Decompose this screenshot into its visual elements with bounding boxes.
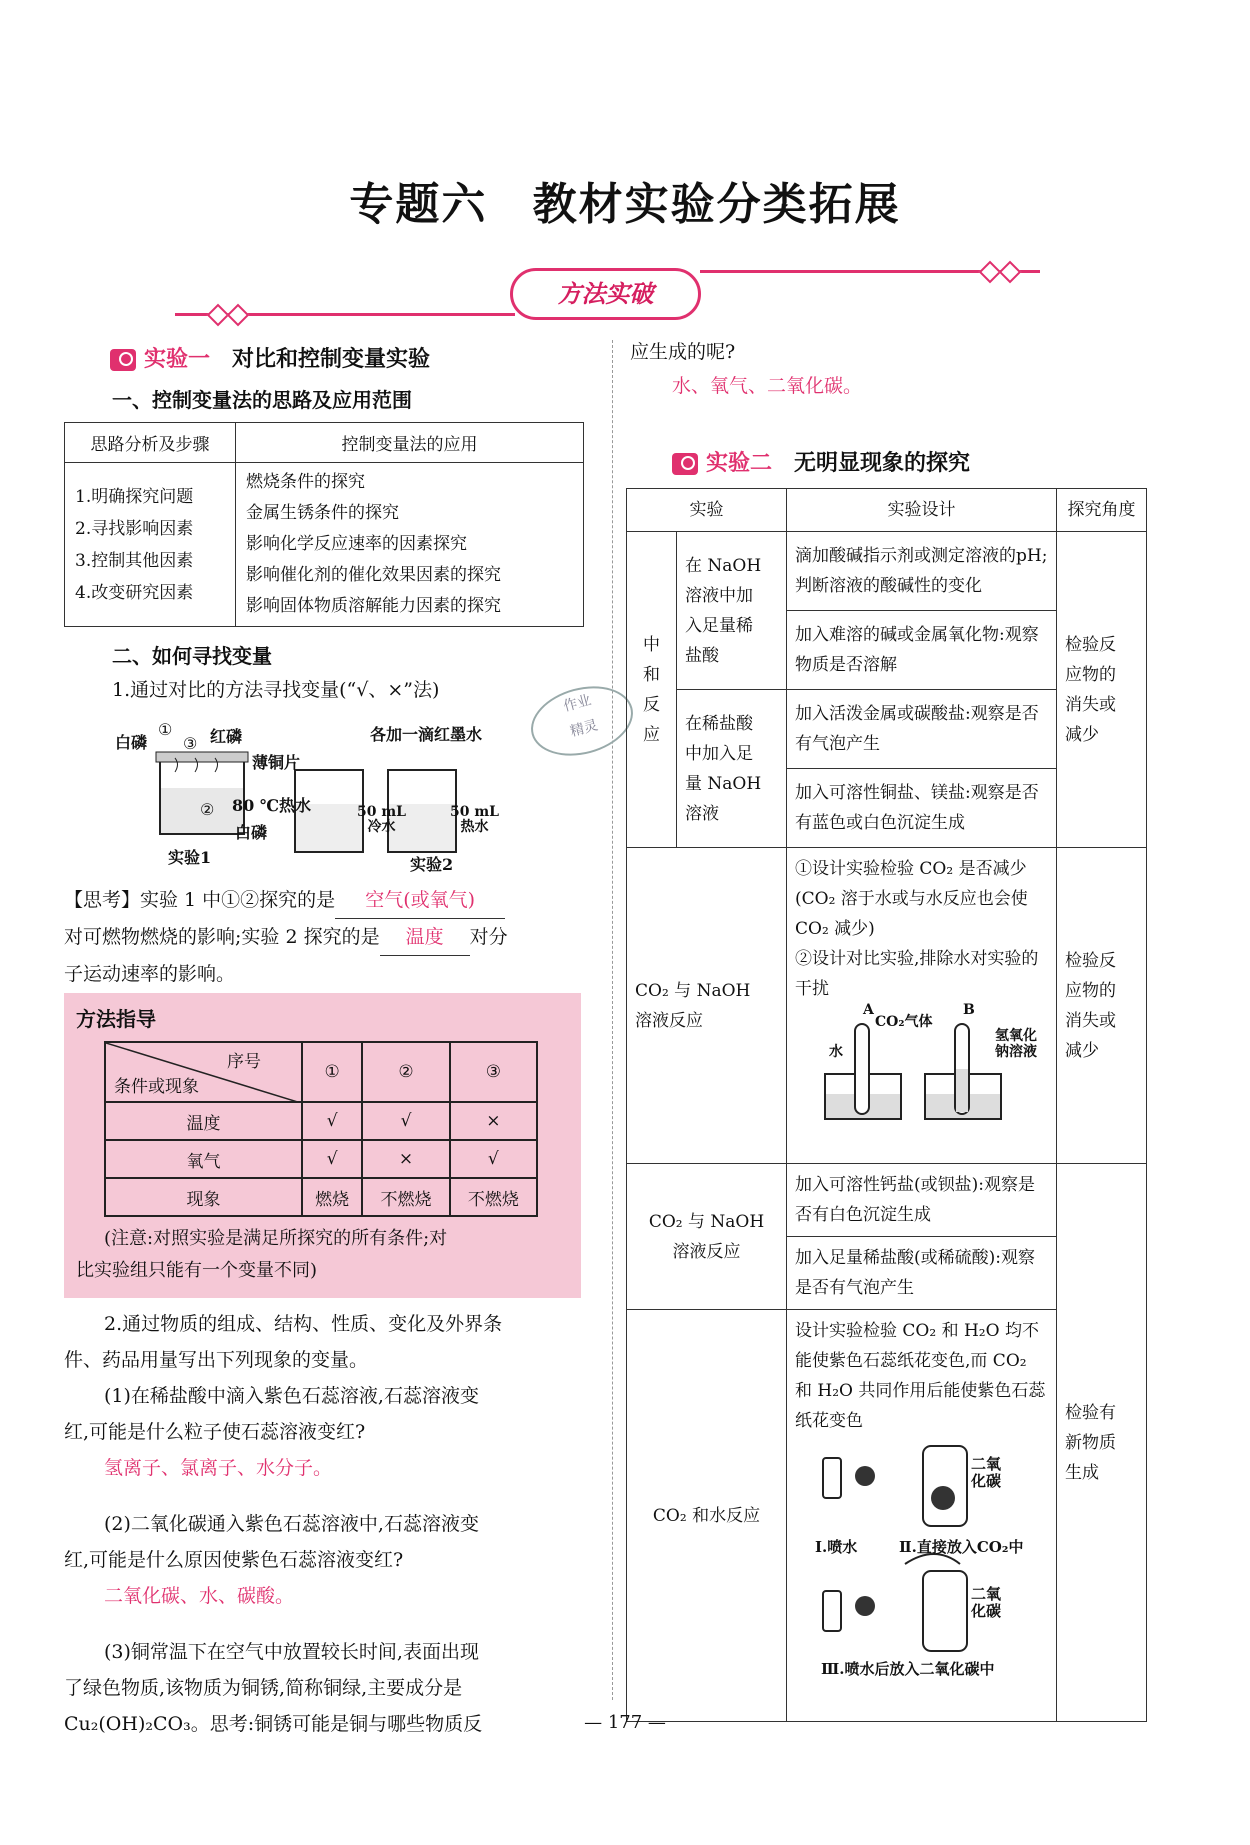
label-a: A <box>863 1002 874 1018</box>
exp1-tag: 实验一 <box>144 346 211 372</box>
label-white-phosphorus: 白磷 <box>115 733 148 752</box>
app-item: 影响催化剂的催化效果因素的探究 <box>246 565 501 585</box>
label-spray: Ⅰ.喷水 <box>815 1538 858 1556</box>
step-item: 1.明确探究问题 <box>75 486 194 507</box>
guide-row-label: 氧气 <box>105 1140 302 1178</box>
answer-2-2: 二氧化碳、水、碳酸。 <box>104 1585 295 1607</box>
stamp-line1: 作业 <box>561 692 593 715</box>
angle-cell: 检验反 应物的 消失或 减少 <box>1057 848 1147 1164</box>
question-1: 1.通过对比的方法寻找变量(“√、×”法) <box>112 679 440 701</box>
think-end1: 对分 <box>469 926 508 948</box>
guide-cell: 不燃烧 <box>450 1178 537 1216</box>
guide-cell: √ <box>302 1102 362 1140</box>
guide-col-header: ② <box>362 1042 449 1102</box>
co2-apparatus <box>815 1014 1015 1124</box>
stamp-watermark <box>523 676 641 767</box>
q2-3-line: 了绿色物质,该物质为铜锈,简称铜绿,主要成分是 <box>64 1677 463 1699</box>
page-number: — 177 — <box>584 1712 666 1733</box>
design-cell: 加入可溶性铜盐、镁盐:观察是否有蓝色或白色沉淀生成 <box>787 769 1057 848</box>
design-text: 设计实验检验 CO₂ 和 H₂O 均不能使紫色石蕊纸花变色,而 CO₂ 和 H₂O 共同作用后能使紫色石蕊纸花变色 <box>795 1321 1046 1431</box>
angle-cell: 检验有 新物质 生成 <box>1057 1164 1147 1722</box>
column-divider <box>612 340 613 1700</box>
section-badge: 方法实破 <box>510 268 701 320</box>
answer-blank-2: 温度 <box>380 919 470 956</box>
naoh-acid-label: 在 NaOH 溶液中加 入足量稀 盐酸 <box>677 532 787 690</box>
magnifier-icon <box>672 453 698 475</box>
step-item: 2.寻找影响因素 <box>75 518 194 539</box>
label-naoh-solution: 氢氧化 钠溶液 <box>995 1028 1037 1060</box>
guide-note <box>76 1223 448 1287</box>
question-2 <box>64 1306 594 1742</box>
exp2-title: 无明显现象的探究 <box>794 450 971 476</box>
method-guide-box <box>64 993 581 1298</box>
guide-cell: × <box>450 1102 537 1140</box>
think-prefix: 【思考】实验 1 中①②探究的是 <box>64 889 336 911</box>
co2-water-label: CO₂ 和水反应 <box>627 1310 787 1722</box>
q2-3-line: (3)铜常温下在空气中放置较长时间,表面出现 <box>104 1641 479 1663</box>
control-variable-table <box>64 422 584 627</box>
guide-cell: √ <box>362 1102 449 1140</box>
label-water: 水 <box>829 1044 843 1060</box>
q2-2-line: 红,可能是什么原因使紫色石蕊溶液变红? <box>64 1549 404 1571</box>
design-text: ①设计实验检验 CO₂ 是否减少(CO₂ 溶于水或与水反应也会使 CO₂ 减少) ②设计对比实验,排除水对实验的干扰 <box>795 859 1039 999</box>
label-exp1: 实验1 <box>168 848 212 867</box>
magnifier-icon <box>110 349 136 371</box>
table-header: 思路分析及步骤 <box>65 423 236 463</box>
guide-cell: × <box>362 1140 449 1178</box>
q2-1-line: 红,可能是什么粒子使石蕊溶液变红? <box>64 1421 366 1443</box>
label-spray-put: Ⅲ.喷水后放入二氧化碳中 <box>821 1660 995 1678</box>
diamond-ornament <box>999 261 1022 284</box>
label-b: B <box>963 1002 975 1018</box>
app-item: 影响化学反应速率的因素探究 <box>246 534 467 554</box>
guide-cell: √ <box>302 1140 362 1178</box>
design-cell: 加入足量稀盐酸(或稀硫酸):观察是否有气泡产生 <box>787 1237 1057 1310</box>
diamond-ornament <box>227 304 250 327</box>
label-copper-sheet: 薄铜片 <box>252 753 301 772</box>
guide-row-label: 现象 <box>105 1178 302 1216</box>
design-cell: 滴加酸碱指示剂或测定溶液的pH;判断溶液的酸碱性的变化 <box>787 532 1057 611</box>
co2-figure <box>795 1004 1048 1124</box>
step-item: 4.改变研究因素 <box>75 582 194 603</box>
label-exp2: 实验2 <box>410 855 454 874</box>
guide-col-header: ③ <box>450 1042 537 1102</box>
step-item: 3.控制其他因素 <box>75 550 194 571</box>
label-hot-water: 80 ℃热水 <box>232 796 312 815</box>
continued-text: 应生成的呢? <box>630 341 736 363</box>
steps-cell <box>65 463 236 627</box>
answer-2-1: 氢离子、氯离子、水分子。 <box>104 1457 333 1479</box>
method-guide-title: 方法指导 <box>76 1007 156 1031</box>
label-hot-water-2: 50 mL 热水 <box>450 804 500 835</box>
label-circle-3: ③ <box>183 734 198 753</box>
angle-cell: 检验反 应物的 消失或 减少 <box>1057 532 1147 848</box>
q2-2-line: (2)二氧化碳通入紫色石蕊溶液中,石蕊溶液变 <box>104 1513 479 1535</box>
stamp-line2: 精灵 <box>568 717 600 741</box>
exp2-table <box>626 488 1147 1722</box>
label-circle-1: ① <box>158 720 173 739</box>
app-item: 燃烧条件的探究 <box>246 472 365 492</box>
exp1-heading <box>110 342 430 373</box>
exp1-title: 对比和控制变量实验 <box>232 346 431 372</box>
think-mid: 对可燃物燃烧的影响;实验 2 探究的是 <box>64 926 380 948</box>
design-cell: 加入活泼金属或碳酸盐:观察是否有气泡产生 <box>787 690 1057 769</box>
hcl-naoh-label: 在稀盐酸 中加入足 量 NaOH 溶液 <box>677 690 787 848</box>
label-cold-water: 50 mL 冷水 <box>357 804 407 835</box>
label-co2-a: 二氧 化碳 <box>971 1455 1002 1490</box>
q2-line: 件、药品用量写出下列现象的变量。 <box>64 1349 369 1371</box>
litmus-figure <box>795 1436 1048 1676</box>
design-cell: 加入难溶的碱或金属氧化物:观察物质是否溶解 <box>787 611 1057 690</box>
design-cell-figure <box>787 848 1057 1164</box>
diag-top-label: 序号 <box>227 1052 261 1072</box>
q2-3-line: Cu₂(OH)₂CO₃。思考:铜锈可能是铜与哪些物质反 <box>64 1713 483 1735</box>
label-co2-b: 二氧 化碳 <box>971 1585 1002 1620</box>
exp2-tag: 实验二 <box>706 450 773 476</box>
guide-note-line: 比实验组只能有一个变量不同) <box>76 1260 318 1281</box>
title-part2: 教材实验分类拓展 <box>532 179 901 230</box>
app-item: 金属生锈条件的探究 <box>246 503 399 523</box>
q2-line: 2.通过物质的组成、结构、性质、变化及外界条 <box>104 1313 503 1335</box>
copper-sheet <box>156 752 248 762</box>
diag-cell <box>105 1042 302 1102</box>
guide-col-header: ① <box>302 1042 362 1102</box>
exp1-subheading-1: 一、控制变量法的思路及应用范围 <box>112 388 412 412</box>
app-item: 影响固体物质溶解能力因素的探究 <box>246 596 501 616</box>
answer-blank-1: 空气(或氧气) <box>335 882 505 919</box>
guide-row-label: 温度 <box>105 1102 302 1140</box>
think-end2: 子运动速率的影响。 <box>64 963 236 985</box>
label-circle-2: ② <box>200 800 215 819</box>
answer-continued: 水、氧气、二氧化碳。 <box>672 375 863 397</box>
think-paragraph <box>64 882 589 992</box>
label-red-phosphorus: 红磷 <box>210 727 243 746</box>
co2-naoh-label: CO₂ 与 NaOH 溶液反应 <box>627 848 787 1164</box>
q2-1-line: (1)在稀盐酸中滴入紫色石蕊溶液,石蕊溶液变 <box>104 1385 479 1407</box>
title-part1: 专题六 <box>349 179 488 230</box>
label-put-co2: Ⅱ.直接放入CO₂中 <box>899 1538 1024 1556</box>
guide-cell: 燃烧 <box>302 1178 362 1216</box>
exp2-header: 实验 <box>627 489 787 532</box>
exp2-header: 探究角度 <box>1057 489 1147 532</box>
design-cell: 加入可溶性钙盐(或钡盐):观察是否有白色沉淀生成 <box>787 1164 1057 1237</box>
label-red-ink: 各加一滴红墨水 <box>370 725 483 744</box>
neutralization-label: 中 和 反 应 <box>627 532 677 848</box>
label-white-phosphorus-2: 白磷 <box>235 823 268 842</box>
exp2-heading <box>672 446 970 477</box>
page-title <box>0 168 1250 232</box>
label-co2-gas: CO₂气体 <box>875 1014 933 1030</box>
design-cell-figure <box>787 1310 1057 1722</box>
table-header: 控制变量法的应用 <box>236 423 584 463</box>
guide-note-line: (注意:对照实验是满足所探究的所有条件;对 <box>104 1228 448 1249</box>
guide-cell: 不燃烧 <box>362 1178 449 1216</box>
apps-cell <box>236 463 584 627</box>
exp1-subheading-2: 二、如何寻找变量 <box>112 644 272 668</box>
guide-cell: √ <box>450 1140 537 1178</box>
guide-table <box>104 1041 538 1217</box>
exp2-header: 实验设计 <box>787 489 1057 532</box>
co2-naoh-label-2: CO₂ 与 NaOH 溶液反应 <box>627 1164 787 1310</box>
diag-bottom-label: 条件或现象 <box>114 1077 199 1097</box>
